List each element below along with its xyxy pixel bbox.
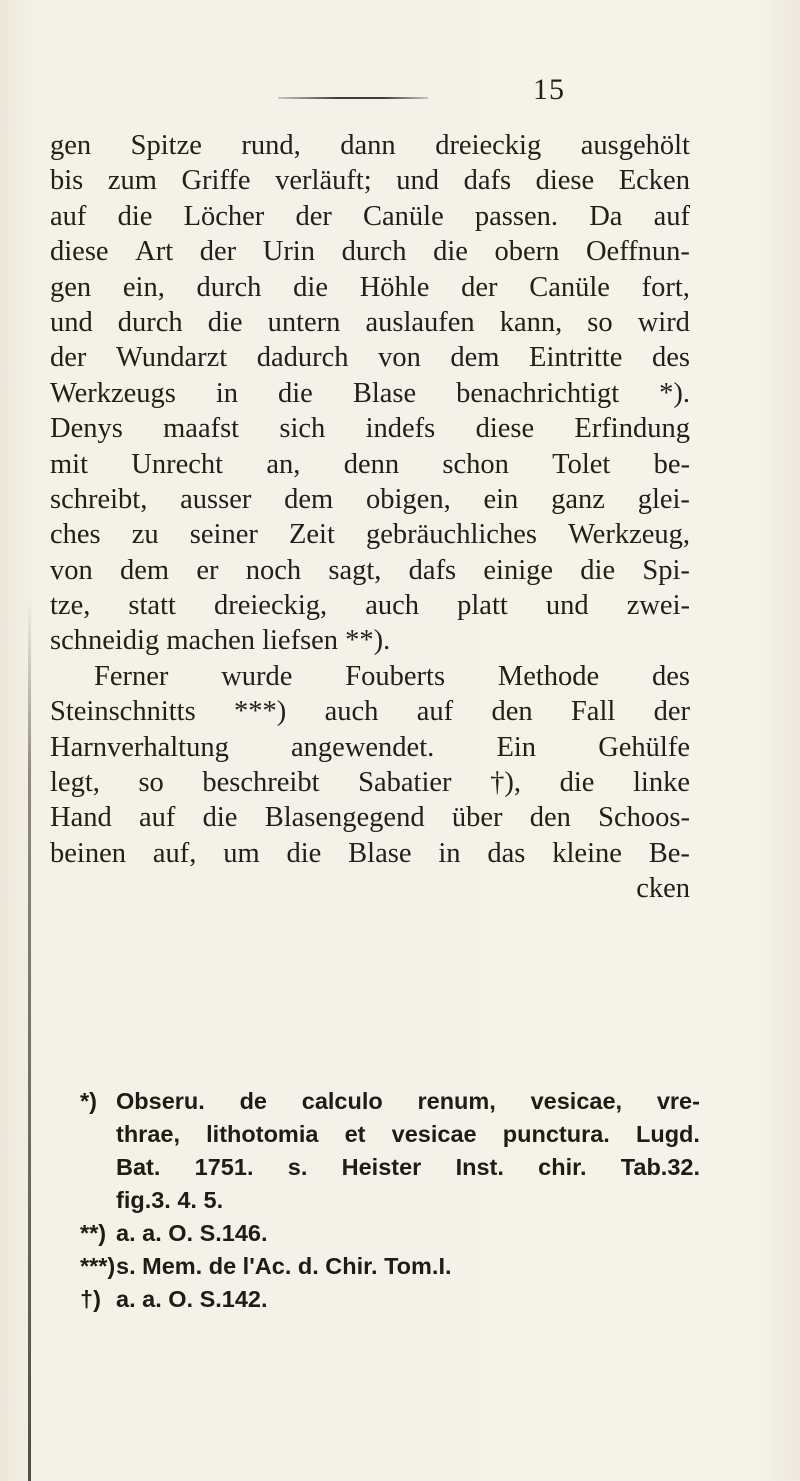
text-line: von dem er noch sagt, dafs einige die Spi- bbox=[50, 554, 690, 586]
text-line: schneidig machen liefsen **). bbox=[50, 625, 391, 657]
text-line: Harnverhaltung angewendet. Ein Gehülfe bbox=[50, 731, 690, 763]
text-line: und durch die untern auslaufen kann, so wird bbox=[50, 306, 690, 338]
footnote-mark: †) bbox=[80, 1286, 101, 1312]
footnote-text: s. Mem. de l'Ac. d. Chir. Tom.I. bbox=[116, 1253, 452, 1279]
text-line: Ferner wurde Fouberts Methode des bbox=[94, 660, 690, 692]
footnote-mark: **) bbox=[80, 1220, 107, 1246]
footnote-text: Bat. 1751. s. Heister Inst. chir. Tab.32. bbox=[116, 1154, 700, 1180]
text-line: bis zum Griffe verläuft; und dafs diese Ecken bbox=[50, 165, 690, 197]
header-rule bbox=[278, 97, 428, 99]
text-line: Steinschnitts ***) auch auf den Fall der bbox=[50, 696, 690, 728]
text-line: der Wundarzt dadurch von dem Eintritte des bbox=[50, 342, 690, 374]
footnotes bbox=[80, 1085, 700, 1316]
footnote-text: Obseru. de calculo renum, vesicae, vre- bbox=[116, 1088, 700, 1114]
body-text bbox=[50, 128, 690, 907]
footnote-mark: ***) bbox=[80, 1253, 116, 1279]
footnote-text: a. a. O. S.146. bbox=[116, 1220, 268, 1246]
text-line: mit Unrecht an, denn schon Tolet be- bbox=[50, 448, 690, 480]
footnote-text: fig.3. 4. 5. bbox=[116, 1187, 224, 1213]
footnote-continuation bbox=[80, 1151, 700, 1184]
footnote-continuation bbox=[80, 1184, 700, 1217]
text-line: Werkzeugs in die Blase benachrichtigt *). bbox=[50, 377, 690, 409]
footnote-text: thrae, lithotomia et vesicae punctura. Lugd. bbox=[116, 1121, 700, 1147]
text-line: beinen auf, um die Blase in das kleine Be- bbox=[50, 837, 690, 869]
text-line: tze, statt dreieckig, auch platt und zwei- bbox=[50, 590, 690, 622]
footnote-continuation bbox=[80, 1118, 700, 1151]
footnote bbox=[80, 1085, 700, 1118]
footnote bbox=[80, 1250, 700, 1283]
text-line: gen Spitze rund, dann dreieckig ausgehölt bbox=[50, 130, 690, 161]
text-line: auf die Löcher der Canüle passen. Da auf bbox=[50, 200, 690, 232]
text-line: schreibt, ausser dem obigen, ein ganz glei- bbox=[50, 483, 690, 515]
text-line: legt, so beschreibt Sabatier †), die linke bbox=[50, 767, 690, 799]
page-number: 15 bbox=[533, 73, 565, 106]
text-line: diese Art der Urin durch die obern Oeffnun- bbox=[50, 236, 690, 268]
footnote bbox=[80, 1283, 700, 1316]
text-line: gen ein, durch die Höhle der Canüle fort, bbox=[50, 271, 690, 303]
text-line: cken bbox=[636, 873, 690, 905]
footnote-text: a. a. O. S.142. bbox=[116, 1286, 268, 1312]
page-binding-edge bbox=[28, 600, 31, 1481]
footnote-mark: *) bbox=[80, 1088, 97, 1114]
text-line: ches zu seiner Zeit gebräuchliches Werkzeug, bbox=[50, 519, 690, 551]
text-line: Denys maafst sich indefs diese Erfindung bbox=[50, 413, 690, 445]
footnote bbox=[80, 1217, 700, 1250]
text-line: Hand auf die Blasengegend über den Schoos- bbox=[50, 802, 690, 834]
